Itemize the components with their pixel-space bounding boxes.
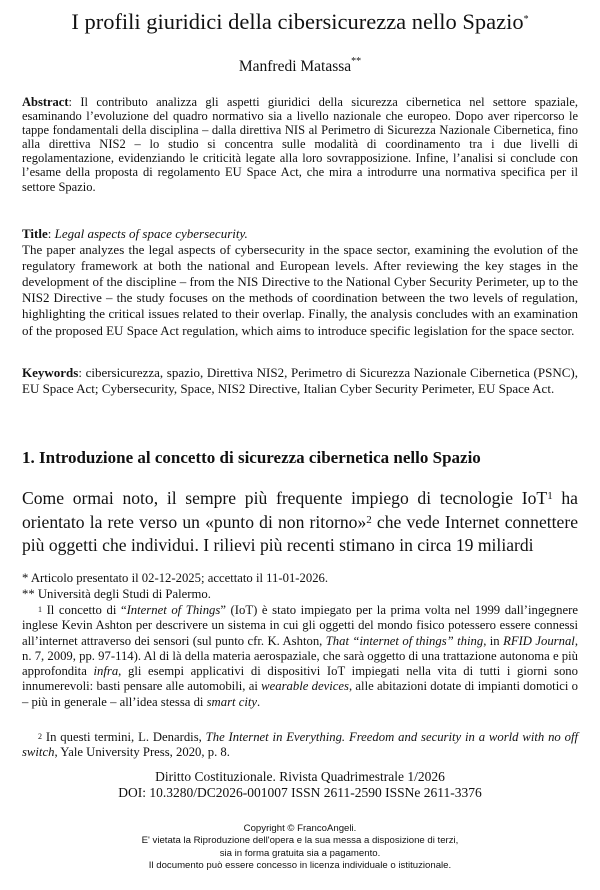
section-heading: 1. Introduzione al concetto di sicurezza cibernetica nello Spazio bbox=[22, 448, 481, 467]
copyright-line: Il documento può essere concesso in licenza individuale o istituzionale. bbox=[148, 859, 452, 871]
footnote-ref-2: 2 bbox=[366, 513, 372, 526]
paper-title bbox=[0, 8, 600, 36]
footnote-ref-1: 1 bbox=[547, 490, 553, 502]
copyright-notice bbox=[0, 823, 600, 872]
copyright-line: Copyright © FrancoAngeli. bbox=[243, 823, 357, 834]
footnote-2-text: , Yale University Press, 2020, p. 8. bbox=[54, 745, 230, 760]
title-text: I profili giuridici della cibersicurezza nello Spazio bbox=[71, 9, 524, 34]
footnote-2-mark: 2 bbox=[38, 732, 42, 741]
footnote-1-italic: wearable devices bbox=[261, 679, 349, 694]
abstract-italian bbox=[22, 95, 578, 194]
footnote-1-text: Il concetto di “ bbox=[42, 603, 127, 617]
body-text-1: Come ormai noto, il sempre più frequente impiego di tecnologie IoT bbox=[22, 488, 548, 508]
footnote-1-mark: 1 bbox=[38, 605, 42, 614]
footnote-1-italic: That “internet of things” thing bbox=[325, 633, 484, 648]
author-name: Manfredi Matassa bbox=[238, 58, 352, 75]
footnote-1-text: , gli esempi applicativi di dispositivi IoT impiegati nella vita di tutti i giorni sono innumerevoli: basti pensare alle automobili, ai bbox=[22, 664, 578, 694]
footnote-1-italic: RFID Journal bbox=[503, 633, 575, 648]
body-paragraph bbox=[22, 487, 578, 558]
author-footnote-mark: ** bbox=[351, 56, 362, 67]
abstract-label: Abstract bbox=[22, 95, 69, 109]
journal-doi-issn: DOI: 10.3280/DC2026-001007 ISSN 2611-2590 ISSNe 2611-3376 bbox=[118, 785, 482, 800]
footnote-2 bbox=[22, 730, 578, 761]
footnote-1 bbox=[22, 603, 578, 710]
footnote-double-star: ** Università degli Studi di Palermo. bbox=[22, 587, 211, 601]
journal-name: Diritto Costituzionale. Rivista Quadrimestrale 1/2026 bbox=[155, 769, 445, 784]
footnote-1-italic: infra bbox=[93, 664, 119, 679]
title-footnote-mark: * bbox=[523, 14, 529, 25]
footnote-1-text: , alle abitazioni dotate di impianti domotici o – più in generale – all’idea stessa di bbox=[22, 679, 578, 709]
body-text-2: ha orientato la rete verso un «punto di non ritorno» bbox=[22, 488, 578, 532]
keywords-text: : cibersicurezza, spazio, Direttiva NIS2, Perimetro di Sicurezza Nazionale Cibernetica (PSNC), EU Space Act; Cybersecurity, Space, NIS2 Directive, Italian Cyber Security Perimeter, EU Space Act. bbox=[22, 365, 578, 397]
english-title: Legal aspects of space cybersecurity. bbox=[54, 226, 248, 241]
keywords bbox=[22, 365, 578, 397]
body-text-3: che vede Internet connettere più oggetti che individui. I rilievi più recenti stimano in circa 19 miliardi bbox=[22, 511, 578, 555]
footnote-1-text: ” (IoT) è stato impiegato per la prima volta nel 1999 dall’ingegnere inglese Kevin Ashton per descrivere un sistema in cui gli oggetti del mondo fisico potessero essere connessi all’internet attraverso dei sensori (sul punto cfr. K. Ashton, bbox=[22, 603, 578, 648]
footnote-1-italic: smart city bbox=[206, 694, 258, 709]
abstract-english bbox=[22, 226, 578, 339]
keywords-label: Keywords bbox=[22, 365, 79, 380]
footnote-star: * Articolo presentato il 02-12-2025; accettato il 11-01-2026. bbox=[22, 571, 329, 585]
copyright-line: E' vietata la Riproduzione dell'opera e la sua messa a disposizione di terzi, bbox=[141, 835, 459, 847]
footnote-1-text: . bbox=[257, 694, 261, 709]
copyright-line: sia in forma gratuita sia a pagamento. bbox=[219, 847, 381, 859]
footnote-2-italic: The Internet in Everything. Freedom and security in a world with no off switch bbox=[22, 730, 579, 760]
footnote-1-text: , n. 7, 2009, pp. 97-114). Al di là della materia aerospaziale, che sarà oggetto di una trattazione autonoma e più approfondita bbox=[22, 633, 578, 679]
abstract-text: : Il contributo analizza gli aspetti giuridici della sicurezza cibernetica nel settore spaziale, esaminando l’evoluzione del quadro normativo sia a livello nazionale che europeo. Dopo aver ripercorso le tappe fondamentali della disciplina – dalla direttiva NIS al Perimetro di Sicurezza Nazionale Cibernetica, fino alla direttiva NIS2 – lo studio si concentra sulle modalità di coordinamento tra i due livelli di regolamentazione, evidenziando le criticità legate alla loro sovrapposizione. Infine, l’analisi si conclude con l’esame della proposta di regolamento EU Space Act, che mira a introdurre una normativa specifica per il settore Spazio. bbox=[22, 95, 578, 194]
english-abstract-text: The paper analyzes the legal aspects of cybersecurity in the space sector, examining the evolution of the regulatory framework at both the national and European levels. After reviewing the key stages in the development of the discipline – from the NIS Directive to the National Cyber Security Perimeter, up to the NIS2 Directive – the study focuses on the methods of coordination between the two levels of regulation, highlighting the critical issues related to their overlap. Finally, the analysis concludes with an examination of the proposed EU Space Act regulation, which aims to introduce specific legislation for the space sector. bbox=[22, 242, 578, 338]
journal-info bbox=[0, 769, 600, 801]
author bbox=[0, 58, 600, 76]
footnote-1-italic: Internet of Things bbox=[126, 603, 221, 617]
english-title-separator: : bbox=[47, 226, 55, 241]
footnote-2-text: In questi termini, L. Denardis, bbox=[42, 730, 206, 744]
english-title-label: Title bbox=[22, 226, 48, 241]
footnote-1-text: , in bbox=[483, 633, 504, 648]
